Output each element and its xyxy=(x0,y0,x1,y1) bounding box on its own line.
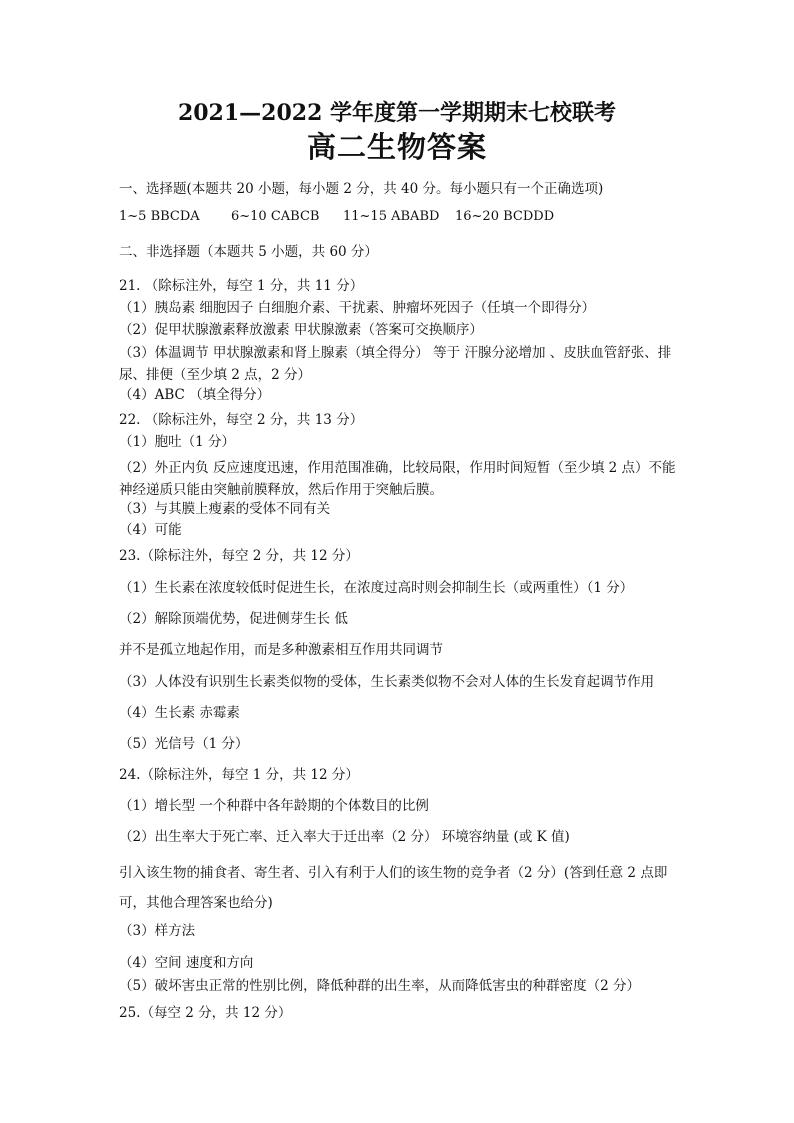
q21-heading: 21. （除标注外，每空 1 分，共 11 分） xyxy=(119,278,364,294)
answer-line: （2）促甲状腺激素释放激素 甲状腺激素（答案可交换顺序） xyxy=(119,322,483,338)
mcq-answer-group: 16~20 BCDDD xyxy=(455,209,555,224)
mcq-answer-group: 1~5 BBCDA xyxy=(119,209,200,224)
mcq-answers-row xyxy=(119,207,679,226)
answer-line: （1）生长素在浓度较低时促进生长，在浓度过高时则会抑制生长（或两重性）（1 分） xyxy=(119,580,634,596)
section2-heading: 二、非选择题（本题共 5 小题，共 60 分） xyxy=(119,244,378,260)
q24-heading: 24.（除标注外，每空 1 分，共 12 分） xyxy=(119,767,359,783)
answer-line: 并不是孤立地起作用，而是多种激素相互作用共同调节 xyxy=(119,642,443,658)
answer-line: （1）胰岛素 细胞因子 白细胞介素、干扰素、肿瘤坏死因子（任填一个即得分） xyxy=(119,300,596,316)
answer-line: （4）空间 速度和方向 xyxy=(119,955,254,971)
answer-line: （4）可能 xyxy=(119,522,182,538)
section1-heading: 一、选择题(本题共 20 小题，每小题 2 分，共 40 分。每小题只有一个正确选项) xyxy=(119,181,604,197)
answer-line: （2）出生率大于死亡率、迁入率大于迁出率（2 分） 环境容纳量 (或 K 值) xyxy=(119,829,570,845)
answer-line: （3）体温调节 甲状腺激素和肾上腺素（填全得分） 等于 汗腺分泌增加 、皮肤血管舒张、排尿、排便（至少填 2 点，2 分） xyxy=(119,345,672,383)
mcq-answer-group: 11~15 ABABD xyxy=(343,209,440,224)
answer-line: （3）人体没有识别生长素类似物的受体，生长素类似物不会对人体的生长发育起调节作用 xyxy=(119,674,655,690)
q25-heading: 25.（每空 2 分，共 12 分） xyxy=(119,1005,292,1021)
answer-line: 引入该生物的捕食者、寄生者、引入有利于人们的该生物的竞争者（2 分）(答到任意 2 点即可，其他合理答案也给分) xyxy=(119,865,668,911)
q23-heading: 23.（除标注外，每空 2 分，共 12 分） xyxy=(119,548,359,564)
mcq-answer-group: 6~10 CABCB xyxy=(231,209,320,224)
answer-line: （3）样方法 xyxy=(119,923,196,939)
q22-heading: 22. （除标注外，每空 2 分，共 13 分） xyxy=(119,412,364,428)
answer-line: （5）破坏害虫正常的性别比例，降低种群的出生率，从而降低害虫的种群密度（2 分） xyxy=(119,978,640,994)
answer-line: （4）生长素 赤霉素 xyxy=(119,705,240,721)
answer-line: （1）增长型 一个种群中各年龄期的个体数目的比例 xyxy=(119,798,429,814)
answer-line: （2）外正内负 反应速度迅速，作用范围准确，比较局限，作用时间短暂（至少填 2 点）不能 神经递质只能由突触前膜释放，然后作用于突触后膜。 xyxy=(119,460,676,498)
page-title: 高二生物答案 xyxy=(306,130,487,164)
answer-line: （4）ABC （填全得分） xyxy=(119,387,271,403)
exam-title: 2021—2022 学年度第一学期期末七校联考 xyxy=(177,100,617,126)
answer-line: （2）解除顶端优势，促进侧芽生长 低 xyxy=(119,611,348,627)
answer-line: （1）胞吐（1 分） xyxy=(119,434,235,450)
answer-line: （3）与其膜上瘦素的受体不同有关 xyxy=(119,501,331,517)
answer-line: （5）光信号（1 分） xyxy=(119,736,249,752)
